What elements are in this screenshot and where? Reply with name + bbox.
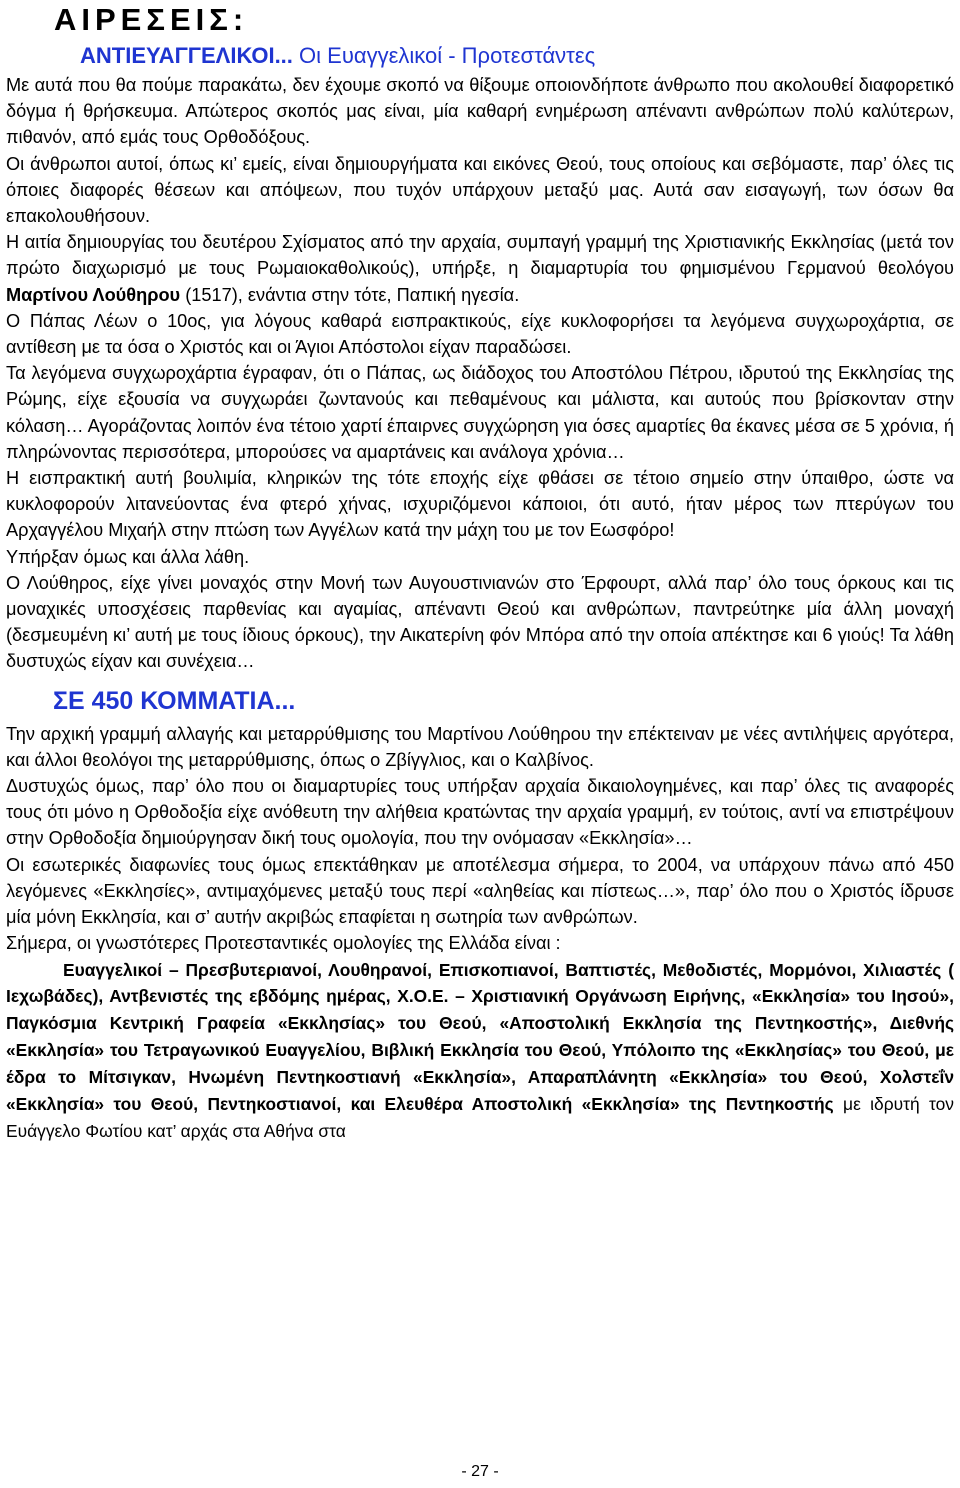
denominations-text xyxy=(6,957,954,1145)
paragraph-luther xyxy=(6,229,954,308)
page-number: - 27 - xyxy=(461,1463,499,1480)
subtitle-rest: Οι Ευαγγελικοί - Προτεστάντες xyxy=(292,43,596,68)
paragraph-indulgences: Τα λεγόμενα συγχωροχάρτια έγραφαν, ότι ο Πάπας, ως διάδοχος του Αποστόλου Πέτρου, ιδρυτού της Εκκλησίας της Ρώμης, είχε εξουσία να συγχωράει ζωντανούς και πεθαμένους και μάλιστα, και αυτούς που βρίσκονταν στην κόλαση… Αγοράζοντας λοιπόν ένα τέτοιο χαρτί έπαιρνες συγχώρηση για όσες αμαρτίες θα έκανες μέσα σε 5 χρόνια, ή πληρώνοντας περισσότερα, μπορούσες να αμαρτάνεις και ανάλογα χρόνια… xyxy=(6,363,954,462)
paragraph-respect: Οι άνθρωποι αυτοί, όπως κι’ εμείς, είναι δημιουργήματα και εικόνες Θεού, τους οποίους και σεβόμαστε, παρ’ όλες τις όποιες διαφορές θέσεων και απόψεων, που τυχόν υπάρχουν μεταξύ μας. Αυτά σαν εισαγωγή, των όσων θα επακολουθήσουν. xyxy=(6,153,954,227)
luther-text-before: Η αιτία δημιουργίας του δευτέρου Σχίσματος από την αρχαία, συμπαγή γραμμή της Χριστιανικής Εκκλησίας (μετά τον πρώτο διαχωρισμό με τους Ρωμαιοκαθολικούς), υπήρξε, η διαμαρτυρία του φημισμένου Γερμανού θεολόγου xyxy=(6,232,954,279)
list-indent xyxy=(6,960,63,980)
paragraph-disagreements: Οι εσωτερικές διαφωνίες τους όμως επεκτάθηκαν με αποτέλεσμα σήμερα, το 2004, να υπάρχουν πάνω από 450 λεγόμενες «Εκκλησίες», αντιμαχόμενες μεταξύ τους περί «αληθείας και πίστεως…», παρ’ όλο που ο Χριστός ίδρυσε μία μόνη Εκκλησία, και σ’ αυτήν ακριβώς επαφίεται η σωτηρία των ανθρώπων. xyxy=(6,854,954,928)
document-title: ΑΙΡΕΣΕΙΣ: xyxy=(54,2,249,37)
paragraph-luther-monk: Ο Λούθηρος, είχε γίνει μοναχός στην Μονή των Αυγουστινιανών στο Έρφουρτ, αλλά παρ’ όλο τους όρκους και τις μοναχικές υποσχέσεις παρθενίας και αγαμίας, απέναντι Θεού και ανθρώπων, παντρεύτηκε μία άλλη μοναχή (δεσμευμένη κι’ αυτή με τους ίδιους όρκους), την Αικατερίνη φόν Μπόρα από την οποία απέκτησε και 6 γιούς! Τα λάθη δυστυχώς είχαν και συνέχεια… xyxy=(6,572,954,672)
subtitle-strong: ΑΝΤΙΕΥΑΓΓΕΛΙΚΟΙ... xyxy=(80,43,293,68)
paragraph-reform: Την αρχική γραμμή αλλαγής και μεταρρύθμισης του Μαρτίνου Λούθηρου την επέκτειναν με νέες αντιλήψεις αργότερα, και άλλοι θεολόγοι της μεταρρύθμισης, όπως ο Ζβίγγλιος, και ο Καλβίνος. xyxy=(6,723,954,770)
paragraph-unfortunately: Δυστυχώς όμως, παρ’ όλο που οι διαμαρτυρίες τους υπήρξαν αρχαία δικαιολογημένες, και παρ’ όλες τις αναφορές τους ότι μόνο η Ορθοδοξία είχε ανόθευτη την αλήθεια κρατώντας την αρχαία γραμμή, εν τούτοις, αντί να επιστρέψουν στην Ορθοδοξία δημιούργησαν δική τους ομολογία, που την ονόμασαν «Εκκλησία»… xyxy=(6,776,954,849)
luther-text-after: (1517), ενάντια στην τότε, Παπική ηγεσία. xyxy=(180,284,520,305)
denominations-bold: Ευαγγελικοί – Πρεσβυτεριανοί, Λουθηρανοί, Επισκοπιανοί, Βαπτιστές, Μεθοδιστές, Μορμόνοι, Χιλιαστές ( Ιεχωβάδες), Αντβενιστές της εβδόμης ημέρας, Χ.Ο.Ε. – Χριστιανική Οργάνωση Ειρήνης, «Εκκλησία» του Ιησού», Παγκόσμια Κεντρική Γραφεία «Εκκλησίας» του Θεού, «Αποστολική Εκκλησία της Πεντηκοστής», Διεθνής «Εκκλησία» του Τετραγωνικού Ευαγγελίου, Βιβλική Εκκλησία του Θεού, Υπόλοιπο της «Εκκλησίας» του Θεού, με έδρα το Μίτσιγκαν, Ηνωμένη Πεντηκοστιανή «Εκκλησία», Απαραπλάνητη «Εκκλησία» του Θεού, Χολστεΐν «Εκκλησία» του Θεού, Πεντηκοστιανοί, και Ελευθέρα Αποστολική «Εκκλησία» της Πεντηκοστής xyxy=(6,959,954,1115)
denominations-tail: με ιδρυτή τον Ευάγγελο Φωτίου κατ’ αρχάς στα Αθήνα στα xyxy=(6,1094,954,1141)
luther-name: Μαρτίνου Λούθηρου xyxy=(6,284,181,305)
section-heading: ΣΕ 450 ΚΟΜΜΑΤΙΑ... xyxy=(53,686,296,715)
paragraph-intro: Με αυτά που θα πούμε παρακάτω, δεν έχουμε σκοπό να θίξουμε οποιονδήποτε άνθρωπο που ακολουθεί διαφορετικό δόγμα ή θρήσκευμα. Απώτερος σκοπός μας είναι, μία καθαρή ενημέρωση απέναντι ανθρώπων πολύ καλύτερων, πιθανόν, από εμάς τους Ορθοδόξους. xyxy=(6,75,954,148)
denominations-list xyxy=(6,957,954,1145)
paragraph-other-errors: Υπήρξαν όμως και άλλα λάθη. xyxy=(6,546,250,567)
paragraph-today: Σήμερα, οι γνωστότερες Προτεσταντικές ομολογίες της Ελλάδα είναι : xyxy=(6,933,561,954)
paragraph-greed: Η εισπρακτική αυτή βουλιμία, κληρικών της τότε εποχής είχε φθάσει σε τέτοιο σημείο στην ύπαιθρο, ώστε να κυκλοφορούν λιτανεύοντας ένα φτερό χήνας, ισχυριζόμενοι κάποιοι, ότι αυτό, ήταν μέρος των πτερύγων του Αρχαγγέλου Μιχαήλ στην πτώση των Αγγέλων κατά την μάχη του με τον Εωσφόρο! xyxy=(6,468,954,541)
paragraph-pope-leo: Ο Πάπας Λέων ο 10ος, για λόγους καθαρά εισπρακτικούς, είχε κυκλοφορήσει τα λεγόμενα συγχωροχάρτια, σε αντίθεση με τα όσα ο Χριστός και οι Άγιοι Απόστολοι είχαν παραδώσει. xyxy=(6,310,954,358)
document-subtitle xyxy=(6,40,954,72)
document-page xyxy=(6,0,954,1145)
document-body xyxy=(6,72,954,957)
